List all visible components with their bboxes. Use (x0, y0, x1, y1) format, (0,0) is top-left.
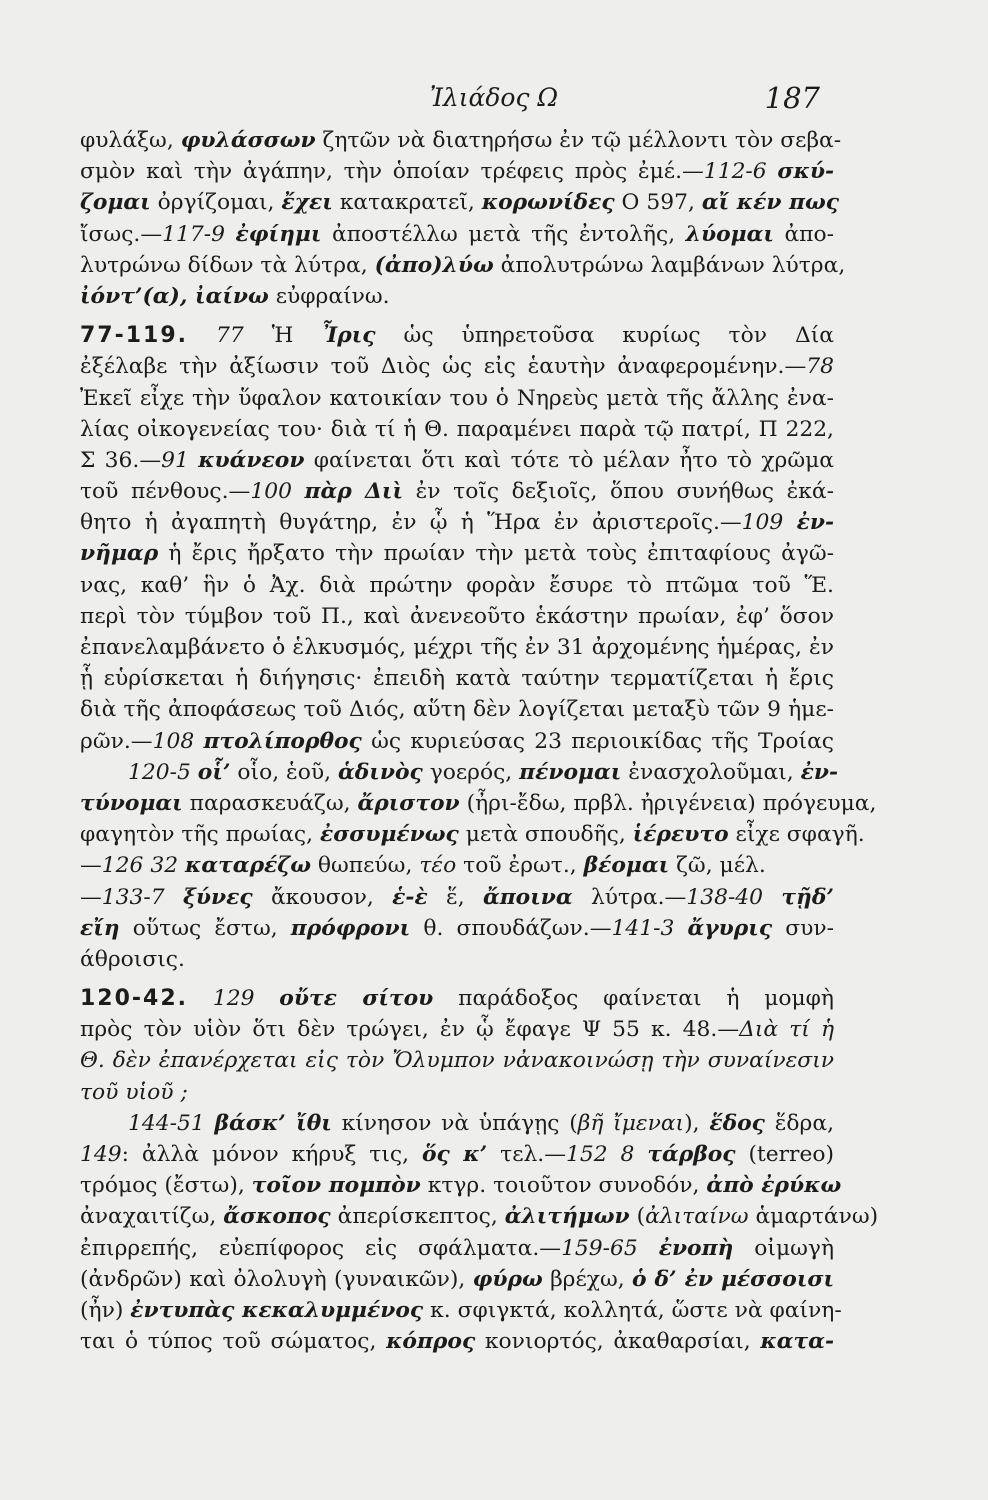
text-run: κτγρ. τοιοῦτον συνοδόν, (420, 1173, 707, 1199)
lemma: εἴη (80, 915, 120, 941)
line-reference: 120-5 (128, 759, 191, 785)
text-line (80, 983, 834, 1014)
text-run (225, 222, 236, 247)
lemma: νῆμαρ (80, 541, 159, 567)
lemma: τῇδ’ (781, 884, 835, 910)
text-line (80, 601, 834, 632)
text-line (80, 1201, 879, 1232)
line-reference: 152 8 (566, 1142, 635, 1167)
lemma: οἷ’ (197, 759, 231, 785)
text-run: ὀργίζομαι, (150, 190, 282, 216)
text-line (80, 156, 834, 187)
italic-text: Θ. δὲν ἐπανέρχεται εἰς τὸν Ὄλυμπον νἀνακοινώσῃ τὴν συναίνεσιν (80, 1048, 834, 1074)
text-run: παρασκευάζω, (182, 790, 358, 816)
line-reference: 77 (216, 323, 244, 349)
lemma: τοῖον πομπὸν (251, 1173, 421, 1199)
running-title: Ἰλιάδος Ω (429, 83, 559, 112)
text-run: ἀπερίσκεπτος, (330, 1204, 505, 1230)
text-line (80, 913, 834, 944)
lemma: κόπρος (386, 1329, 476, 1355)
lemma: (ἀπο)λύω (374, 252, 494, 278)
page-number: 187 (764, 81, 820, 115)
lemma: ζομαι (80, 190, 151, 216)
text-line (80, 414, 834, 445)
text-run: μετὰ σπουδῆς, (458, 822, 633, 848)
line-reference: 117-9 (162, 221, 225, 247)
text-run: τοῦ πένθους.— (80, 479, 251, 505)
lemma: ἁδινὸς (337, 759, 423, 785)
text-run: κατακρατεῖ, (332, 190, 482, 216)
lemma: ἐφίημι (235, 221, 322, 247)
text-run: πρὸς τὸν υἱὸν ὅτι δὲν τρώγει, ἐν ᾧ ἔφαγε Ψ 55 κ. 48.— (80, 1017, 740, 1043)
text-run: : ἀλλὰ μόνον κήρυξ τις, (121, 1142, 422, 1167)
text-line (80, 1170, 842, 1201)
text-run: ἁμαρτάνω) (748, 1204, 879, 1230)
lemma: τάρβος (647, 1142, 736, 1167)
text-run: ται ὁ τύπος τοῦ σώματος, (80, 1329, 387, 1355)
section-range: 120-42. (80, 986, 189, 1012)
text-run: τρόμος (ἔστω), (80, 1173, 252, 1199)
text-run: ἀπολυτρώνω λαμβάνων λύτρα, (493, 252, 846, 278)
text-run: ( (629, 1204, 646, 1230)
text-run (767, 159, 778, 184)
lemma: ἕδος (709, 1110, 765, 1136)
lemma: ἀλιτήμων (504, 1204, 630, 1230)
text-run: ἀπο- (773, 221, 834, 247)
text-run (189, 448, 198, 473)
line-reference: 149 (80, 1142, 122, 1167)
text-run (638, 1236, 659, 1261)
text-line (80, 281, 834, 312)
line-reference: 129 (212, 986, 255, 1012)
text-run: ζητῶν νὰ διατηρήσω ἐν τῷ μέλλοντι τὸν σεβα- (315, 128, 842, 153)
text-run: λύτρα.— (572, 884, 687, 910)
text-run: κίνησον νὰ ὑπάγῃς ( (331, 1110, 578, 1136)
lemma: ἱέρευτο (632, 822, 729, 848)
text-run: — (80, 884, 102, 910)
text-line (80, 219, 834, 250)
text-run (178, 853, 185, 878)
text-run (165, 885, 183, 910)
text-run: περὶ τὸν τύμβον τοῦ Π., καὶ ἀνενεοῦτο ἑκάστην πρωίαν, ἐφ’ ὅσον (80, 603, 834, 629)
line-reference: 91 (161, 447, 189, 473)
lemma: ἐν- (796, 510, 834, 536)
text-line (80, 320, 834, 351)
text-line (80, 538, 834, 569)
lemma: ἐνοπὴ (658, 1235, 734, 1261)
text-run (254, 986, 279, 1011)
text-run: (ἦρι-ἔδω, πρβλ. ἠριγένεια) πρόγευμα, (459, 790, 877, 816)
text-line (80, 632, 834, 663)
lemma: ἄποινα (482, 884, 573, 910)
lemma: οὔτε σίτου (279, 986, 434, 1012)
line-reference: 144-51 (128, 1110, 205, 1136)
lemma: λύομαι (685, 221, 774, 247)
italic-text: βῆ ἴμεναι (577, 1110, 685, 1136)
text-run: ὡς ὑπηρετοῦσα κυρίως τὸν Δία (375, 323, 834, 349)
text-run: Ἡ (243, 323, 322, 349)
lemma: Ἶρις (321, 323, 376, 349)
line-reference: 109 (741, 510, 784, 536)
line-reference: 108 (152, 728, 195, 754)
text-run: γοερός, (422, 759, 520, 785)
text-line (80, 1045, 834, 1076)
text-line (80, 1139, 834, 1170)
text-run: ἕ, (427, 884, 483, 910)
text-run: εἶχε σφαγῆ. (728, 822, 865, 848)
text-line (80, 351, 834, 382)
line-reference: 100 (250, 479, 292, 505)
line-reference: 112-6 (703, 159, 767, 185)
lemma: κορωνίδες (481, 190, 615, 216)
text-line (80, 726, 834, 757)
text-line (80, 1295, 842, 1326)
line-reference: 138-40 (686, 884, 764, 910)
text-run (763, 885, 781, 910)
text-line (80, 694, 834, 725)
text-line (80, 1326, 834, 1357)
text-run: ), (684, 1110, 710, 1136)
text-run: εὐφραίνω. (268, 283, 390, 309)
lemma: ἐσσυμένως (319, 822, 459, 848)
lemma: κατα- (760, 1329, 835, 1355)
text-run: κονιορτός, ἀκαθαρσίαι, (475, 1329, 761, 1355)
lemma: ἀπὸ ἐρύκω (706, 1173, 842, 1199)
text-run: λυτρώνω δίδων τὰ λύτρα, (80, 252, 375, 278)
text-line (80, 1233, 834, 1264)
italic-text: ἀλιταίνω (645, 1204, 749, 1230)
lemma: ὅς κ’ (421, 1142, 488, 1167)
text-run: τελ.— (487, 1142, 567, 1167)
text-line (80, 882, 834, 913)
text-run: ἡ ἔρις ἤρξατο τὴν πρωίαν τὴν μετὰ τοὺς ἐπιταφίους ἀγῶ- (158, 541, 834, 567)
lemma: ἰόντ’(α), ἰαίνω (80, 283, 269, 309)
lemma: ἄριστον (357, 790, 460, 816)
text-run: Σ 36.— (80, 447, 162, 473)
running-header (0, 78, 988, 118)
text-run: ζῶ, μέλ. (669, 853, 766, 879)
line-reference: 78 (806, 354, 834, 380)
lemma: ἐντυπὰς κεκαλυμμένος (130, 1297, 424, 1323)
lemma: ἐν- (800, 759, 839, 785)
text-run: ἴσως.— (80, 221, 163, 247)
text-run: θωπεύω, (310, 853, 420, 879)
text-line (80, 250, 846, 281)
text-line (80, 788, 877, 819)
text-run: οἷο, ἑοῦ, (230, 759, 338, 785)
line-reference: 133-7 (101, 884, 165, 910)
text-run: — (80, 853, 102, 879)
lemma: βάσκ’ ἴθι (214, 1110, 332, 1136)
lemma: σκύ- (777, 159, 834, 185)
text-run: Ἐκεῖ εἶχε τὴν ὕφαλον κατοικίαν του ὁ Νηρεὺς μετὰ τῆς ἄλλης ἐνα- (80, 385, 834, 411)
lemma: ἔχει (281, 190, 333, 216)
text-run: Ο 597, (614, 190, 702, 216)
text-run: ἄκουσον, (252, 884, 393, 910)
text-line (80, 663, 834, 694)
text-run: (ἀνδρῶν) καὶ ὀλολυγὴ (γυναικῶν), (80, 1266, 473, 1292)
text-run: συν- (772, 915, 834, 941)
lemma: πένομαι (519, 759, 622, 785)
text-run: θ. σπουδάζων.— (410, 915, 612, 941)
line-reference: 126 32 (101, 853, 179, 879)
text-run: φαίνεται ὅτι καὶ τότε τὸ μέλαν ἦτο τὸ χρῶμα (304, 447, 834, 473)
text-line (80, 125, 842, 156)
text-run: ἐπιρρεπής, εὐεπίφορος εἰς σφάλματα.— (80, 1235, 562, 1261)
text-run: ἐν τοῖς δεξιοῖς, ὅπου συνήθως ἐκά- (403, 479, 834, 505)
text-line (80, 476, 834, 507)
text-run: ἐνασχολοῦμαι, (621, 759, 801, 785)
italic-text: Διὰ τί ἡ (739, 1017, 834, 1043)
text-run (205, 1111, 215, 1136)
text-run: φαγητὸν τῆς πρωίας, (80, 822, 320, 848)
lemma: πὰρ Διὶ (304, 479, 404, 505)
text-run: διὰ τῆς ἀποφάσεως τοῦ Διός, αὕτη δὲν λογίζεται μεταξὺ τῶν 9 ἡμε- (80, 697, 834, 723)
italic-text: τοῦ υἱοῦ ; (80, 1079, 188, 1105)
text-line (80, 570, 834, 601)
text-run: ἐξέλαβε τὴν ἀξίωσιν τοῦ Διὸς ὡς εἰς ἑαυτὴν ἀναφερομένην.— (80, 354, 807, 380)
line-reference: 159-65 (561, 1235, 638, 1261)
text-run: ἐπανελαμβάνετο ὁ ἑλκυσμός, μέχρι τῆς ἐν 31 ἀρχομένης ἡμέρας, ἐν (80, 635, 834, 660)
section-range: 77-119. (80, 323, 189, 349)
text-line (80, 1264, 834, 1295)
text-run: άθροισις. (80, 946, 185, 972)
text-run: ἕδρα, (764, 1110, 834, 1136)
text-run (674, 916, 687, 941)
text-run: φυλάξω, (80, 128, 181, 153)
lemma: κυάνεον (198, 447, 305, 473)
lemma: ὁ δ’ ἐν μέσσοισι (632, 1266, 834, 1292)
text-run: ὡς κυριεύσας 23 περιοικίδας τῆς Τροίας (361, 728, 834, 754)
lemma: πτολίπορθος (203, 728, 362, 754)
lemma: καταρέζω (185, 853, 311, 879)
text-run: ἀποστέλλω μετὰ τῆς ἐντολῆς, (321, 221, 686, 247)
text-line (80, 757, 839, 788)
text-run: παράδοξος φαίνεται ἡ μομφὴ (433, 986, 834, 1012)
text-run: βρέχω, (542, 1266, 632, 1292)
text-run (292, 479, 305, 504)
text-run: ᾗ εὑρίσκεται ἡ διήγησις· ἐπειδὴ κατὰ ταύτην τερματίζεται ἡ ἔρις (80, 666, 834, 692)
text-run: (ἦν) (80, 1297, 131, 1323)
text-line (80, 187, 840, 218)
text-run (188, 323, 216, 348)
commentary-text (80, 125, 879, 1357)
text-run: (terreo) (735, 1142, 834, 1167)
text-line (80, 1077, 834, 1108)
lemma: πρόφρονι (290, 915, 411, 941)
text-run: θητο ἡ ἀγαπητὴ θυγάτηρ, ἐν ᾧ ἡ Ἥρα ἐν ἀριστεροῖς.— (80, 510, 742, 536)
lemma: ἄγυρις (687, 915, 773, 941)
text-line (80, 1014, 834, 1045)
text-line (80, 1108, 834, 1139)
text-line (80, 507, 834, 538)
text-run: οὕτως ἔστω, (119, 915, 291, 941)
text-run (783, 510, 796, 535)
lemma: αἴ κέν πως (701, 190, 840, 216)
text-line (80, 819, 865, 850)
lemma: ἑ-ὲ (392, 884, 428, 910)
text-run (188, 986, 213, 1011)
lemma: φύρω (472, 1266, 543, 1292)
text-run: οἰμωγὴ (733, 1235, 834, 1261)
lemma: βέομαι (583, 853, 670, 879)
lemma: τύνομαι (80, 790, 183, 816)
text-run: ρῶν.— (80, 728, 153, 754)
lemma: φυλάσσων (180, 128, 316, 153)
text-line (80, 383, 834, 414)
lemma: ξύνες (182, 884, 253, 910)
line-reference: 141-3 (611, 915, 675, 941)
text-run (634, 1142, 647, 1167)
text-run: σμὸν καὶ τὴν ἀγάπην, τὴν ὁποίαν τρέφεις πρὸς ἐμέ.— (80, 159, 704, 185)
text-line (80, 944, 834, 975)
text-run: ἀναχαιτίζω, (80, 1204, 224, 1230)
text-run: κ. σφιγκτά, κολλητά, ὥστε νὰ φαίνη- (423, 1297, 842, 1323)
text-line (80, 850, 834, 881)
text-run: λίας οἰκογενείας του· διὰ τί ἡ Θ. παραμένει παρὰ τῷ πατρί, Π 222, (80, 416, 834, 442)
lemma: ἄσκοπος (223, 1204, 331, 1230)
text-line (80, 445, 834, 476)
text-run (191, 760, 198, 785)
text-run: νας, καθ’ ἣν ὁ Ἀχ. διὰ πρώτην φορὰν ἔσυρε τὸ πτῶμα τοῦ Ἕ. (80, 572, 834, 598)
italic-text: τέο (419, 853, 457, 879)
text-run: τοῦ ἐρωτ., (456, 853, 584, 879)
